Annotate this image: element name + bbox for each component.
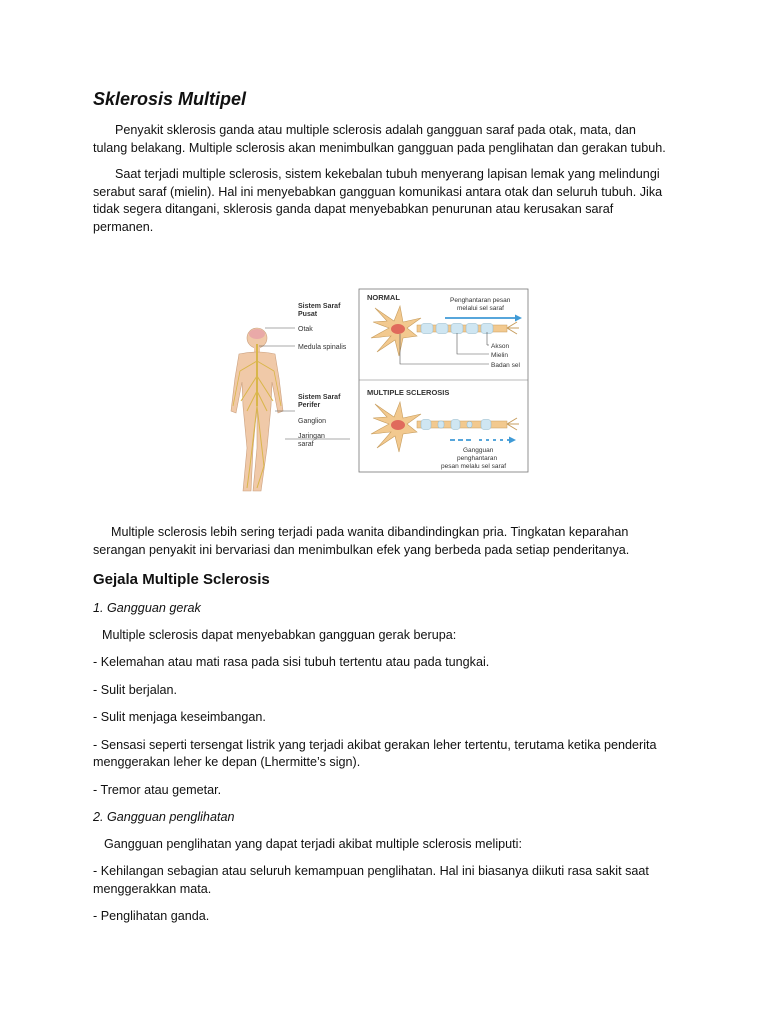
normal-label: NORMAL [367, 293, 400, 302]
subtitle-gangguan-gerak: 1. Gangguan gerak [93, 601, 201, 615]
document-page [93, 86, 673, 236]
list-item: - Sulit menjaga keseimbangan. [93, 710, 266, 724]
subtitle-gangguan-penglihatan: 2. Gangguan penglihatan [93, 810, 235, 824]
peripheral-nervous-label-1: Sistem Saraf [298, 394, 341, 401]
document-title: Sklerosis Multipel [93, 89, 247, 109]
ganglion-label: Ganglion [298, 418, 327, 425]
intro-paragraph-1: Penyakit sklerosis ganda atau multiple sclerosis adalah gangguan saraf pada otak, mata, dan tulang belakang. Multiple sclerosis akan menimbulkan gangguan pada penglihatan dan gerakan tubuh. [93, 123, 666, 155]
list-item: - Sensasi seperti tersengat listrik yang terjadi akibat gerakan leher tertentu, terutama ketika penderita menggerakan leher ke depan (Lhermitte’s sign). [93, 737, 657, 769]
mielin-label: Mielin [491, 352, 508, 359]
gangguan-label-2: penghantaran [457, 455, 498, 462]
jaringan-label-2: saraf [298, 441, 314, 448]
akson-label: Akson [491, 343, 510, 350]
document-body-continued [93, 524, 673, 936]
nervous-system-diagram [195, 266, 550, 506]
after-figure-paragraph: Multiple sclerosis lebih sering terjadi pada wanita dibandindingkan pria. Tingkatan keparahan serangan penyakit ini bervariasi dan menimbulkan efek yang berbeda pada setiap penderitanya. [93, 525, 630, 557]
jaringan-label-1: Jaringan [298, 433, 325, 440]
list-item: - Tremor atau gemetar. [93, 782, 222, 797]
penghantaran-label-1: Penghantaran pesan [450, 297, 511, 304]
list-item: - Penglihatan ganda. [93, 909, 210, 923]
gangguan-label-3: pesan melalu sel saraf [441, 463, 507, 470]
otak-label: Otak [298, 326, 313, 333]
lead-gangguan-penglihatan: Gangguan penglihatan yang dapat terjadi akibat multiple sclerosis meliputi: [104, 836, 522, 851]
human-body-illustration [231, 328, 283, 491]
central-nervous-label-1: Sistem Saraf [298, 303, 341, 310]
intro-paragraph-2: Saat terjadi multiple sclerosis, sistem kekebalan tubuh menyerang lapisan lemak yang melindungi serabut saraf (mielin). Hal ini menyebabkan gangguan komunikasi antara otak dan seluruh tubuh. Jika tidak segera ditangani, sklerosis ganda dapat menyebabkan penurunan atau kerusakan saraf permanen. [93, 167, 663, 234]
badan-sel-label: Badan sel [491, 362, 520, 369]
nervous-system-figure [195, 266, 550, 506]
penghantaran-label-2: melalui sel saraf [457, 305, 504, 312]
central-nervous-label-2: Pusat [298, 311, 318, 318]
peripheral-nervous-label-2: Perifer [298, 402, 321, 409]
ms-label: MULTIPLE SCLEROSIS [367, 388, 450, 397]
list-item: - Kelemahan atau mati rasa pada sisi tubuh tertentu atau pada tungkai. [93, 655, 490, 669]
list-item: - Sulit berjalan. [93, 682, 177, 697]
medula-label: Medula spinalis [298, 344, 347, 351]
lead-gangguan-gerak: Multiple sclerosis dapat menyebabkan gangguan gerak berupa: [102, 627, 457, 642]
section-heading: Gejala Multiple Sclerosis [93, 571, 270, 588]
list-item: - Kehilangan sebagian atau seluruh kemampuan penglihatan. Hal ini biasanya diikuti rasa sakit saat menggerakkan mata. [93, 864, 649, 896]
gangguan-label-1: Gangguan [463, 447, 494, 454]
